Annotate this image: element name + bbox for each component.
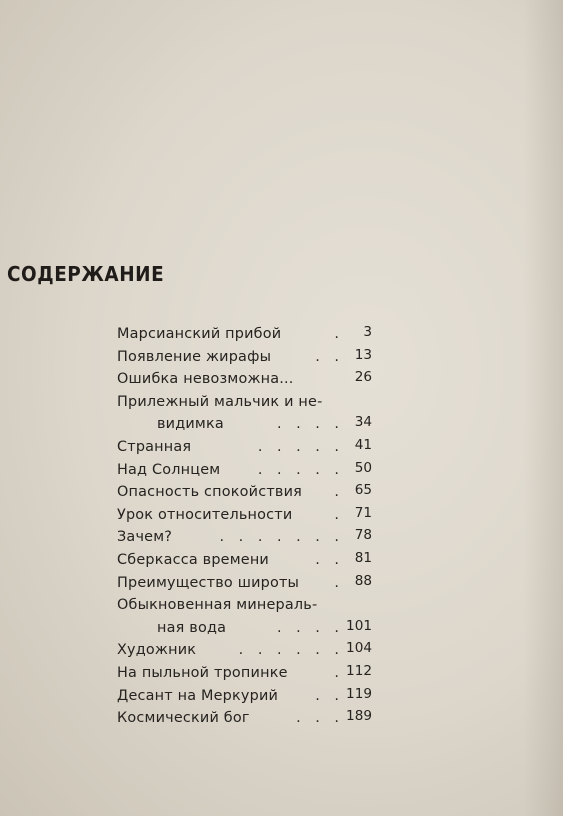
toc-entry-leader: . . . . (276, 619, 344, 636)
toc-entry (117, 505, 382, 528)
toc-entry-title: Опасность спокойствия (117, 484, 302, 501)
toc-entry-page: 41 (354, 436, 372, 453)
toc-entry-title: Появление жирафы (117, 348, 272, 365)
toc-entry-leader: . . . . (276, 416, 344, 433)
toc-entry-title: ная вода (157, 619, 227, 636)
toc-entry-title: Преимущество широты (117, 574, 300, 591)
toc-entry-page: 88 (354, 572, 372, 589)
toc-entry (117, 369, 382, 392)
toc-entry (117, 527, 382, 550)
toc-entry (117, 663, 382, 686)
toc-entry-leader: . . . . . . . (219, 529, 344, 546)
toc-entry (117, 347, 382, 370)
toc-entry-leader: . . . . . . (238, 642, 344, 659)
toc-entry-page: 112 (346, 662, 372, 679)
toc-entry-page: 119 (346, 685, 372, 702)
toc-entry-leader: . (334, 664, 344, 681)
toc-entry (117, 595, 382, 618)
toc-entry (117, 708, 382, 731)
toc-entry (117, 460, 382, 483)
toc-entry-title: Прилежный мальчик и не- (117, 393, 323, 410)
toc-entry-leader: . (334, 506, 344, 523)
toc-entry-title: видимка (157, 416, 224, 433)
toc-entry-leader: . . (315, 687, 344, 704)
toc-entry (117, 482, 382, 505)
toc-entry-title: Космический бог (117, 710, 250, 727)
toc-entry-page: 101 (346, 617, 372, 634)
toc-entry-leader: . (334, 484, 344, 501)
toc-entry (117, 414, 382, 437)
toc-entry (117, 437, 382, 460)
toc-entry-title: Зачем? (117, 529, 173, 546)
toc-entry-page: 50 (354, 459, 372, 476)
toc-entry-title: Сберкасса времени (117, 551, 269, 568)
toc-entry-page: 65 (354, 482, 372, 499)
toc-entry-title: Урок относительности (117, 506, 293, 523)
toc-entry-leader: . (334, 326, 344, 342)
toc-entry-title: Марсианский прибой (117, 326, 282, 342)
toc-entry (117, 550, 382, 573)
toc-entry (117, 640, 382, 663)
toc-entry-title: Художник (117, 642, 197, 659)
toc-entry-page: 78 (354, 527, 372, 544)
toc-entry-page: 34 (354, 414, 372, 431)
toc-entry-title: Десант на Меркурий (117, 687, 279, 704)
toc-entry-title: Странная (117, 438, 192, 455)
contents-heading: СОДЕРЖАНИЕ (7, 262, 165, 286)
table-of-contents (117, 324, 382, 731)
toc-entry-title: Обыкновенная минераль- (117, 597, 318, 614)
toc-entry-page: 13 (354, 346, 372, 363)
toc-entry-page: 71 (354, 504, 372, 521)
toc-entry (117, 324, 382, 347)
toc-entry-leader: . . . . . (257, 461, 344, 478)
toc-entry-page: 3 (363, 324, 372, 340)
toc-entry-page: 189 (346, 708, 372, 725)
toc-entry-leader: . . . (296, 710, 344, 727)
toc-entry-title: Над Солнцем (117, 461, 221, 478)
toc-entry-leader: . . (315, 551, 344, 568)
toc-entry-leader: . . . . . (257, 438, 344, 455)
toc-entry-page: 26 (354, 369, 372, 386)
toc-entry-leader: . (334, 574, 344, 591)
toc-entry-title: На пыльной тропинке (117, 664, 288, 681)
toc-entry-page: 81 (354, 549, 372, 566)
toc-entry (117, 686, 382, 709)
toc-entry (117, 573, 382, 596)
toc-entry (117, 392, 382, 415)
toc-entry-leader: . . (315, 348, 344, 365)
toc-entry-title: Ошибка невозможна... (117, 371, 294, 388)
toc-entry (117, 618, 382, 641)
toc-entry-page: 104 (346, 640, 372, 657)
